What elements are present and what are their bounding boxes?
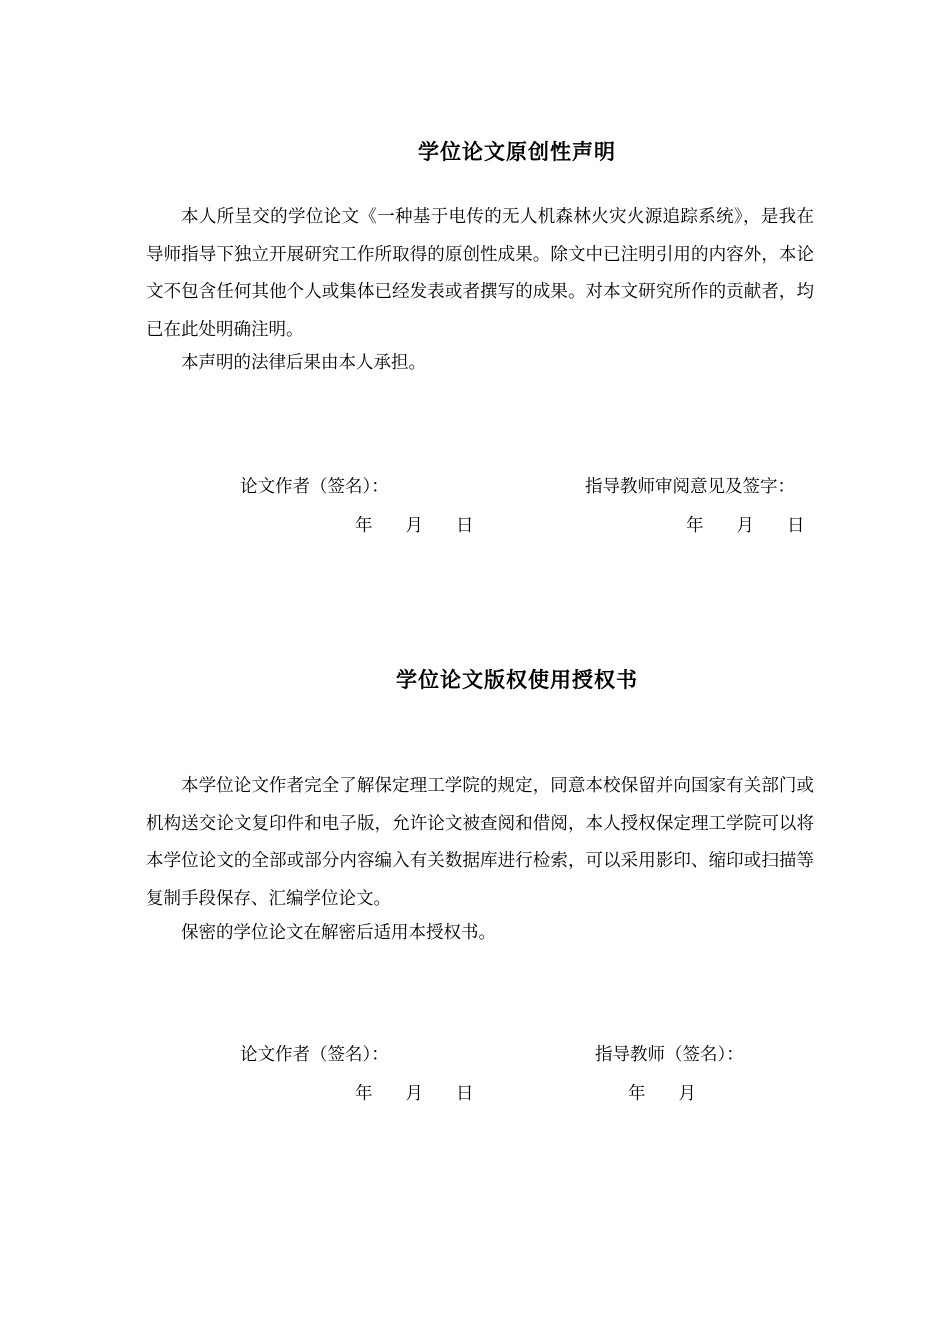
declaration-advisor-date (686, 514, 805, 538)
authorization-author-signature-label: 论文作者（签名）： (240, 1045, 389, 1065)
authorization-paragraph-1: 本学位论文作者完全了解保定理工学院的规定，同意本校保留并向国家有关部门或机构送交论文复印件和电子版，允许论文被查阅和借阅，本人授权保定理工学院可以将本学位论文的全部或部分内容编入有关数据库进行检索，可以采用影印、缩印或扫描等复制手段保存、汇编学位论文。 (146, 776, 814, 909)
authorization-author-date (355, 1082, 474, 1106)
date-day: 日 (456, 1084, 474, 1104)
declaration-advisor-signature-label: 指导教师审阅意见及签字： (585, 477, 795, 497)
date-day: 日 (787, 516, 805, 536)
authorization-advisor-date (628, 1082, 696, 1106)
authorization-title: 学位论文版权使用授权书 (396, 668, 638, 692)
authorization-advisor-signature-label: 指导教师（签名）： (595, 1045, 744, 1065)
date-month: 月 (736, 516, 754, 536)
date-year: 年 (355, 516, 373, 536)
authorization-paragraph-2: 保密的学位论文在解密后适用本授权书。 (181, 923, 496, 943)
date-year: 年 (628, 1084, 646, 1104)
declaration-author-signature-label: 论文作者（签名）： (240, 477, 389, 497)
date-year: 年 (686, 516, 704, 536)
date-month: 月 (678, 1084, 696, 1104)
declaration-title: 学位论文原创性声明 (418, 140, 616, 164)
declaration-author-date (355, 514, 474, 538)
date-month: 月 (405, 516, 423, 536)
date-month: 月 (405, 1084, 423, 1104)
declaration-paragraph-1: 本人所呈交的学位论文《一种基于电传的无人机森林火灾火源追踪系统》，是我在导师指导下独立开展研究工作所取得的原创性成果。除文中已注明引用的内容外，本论文不包含任何其他个人或集体已经发表或者撰写的成果。对本文研究所作的贡献者，均已在此处明确注明。 (146, 207, 814, 340)
declaration-paragraph-2: 本声明的法律后果由本人承担。 (181, 353, 426, 373)
date-year: 年 (355, 1084, 373, 1104)
date-day: 日 (456, 516, 474, 536)
